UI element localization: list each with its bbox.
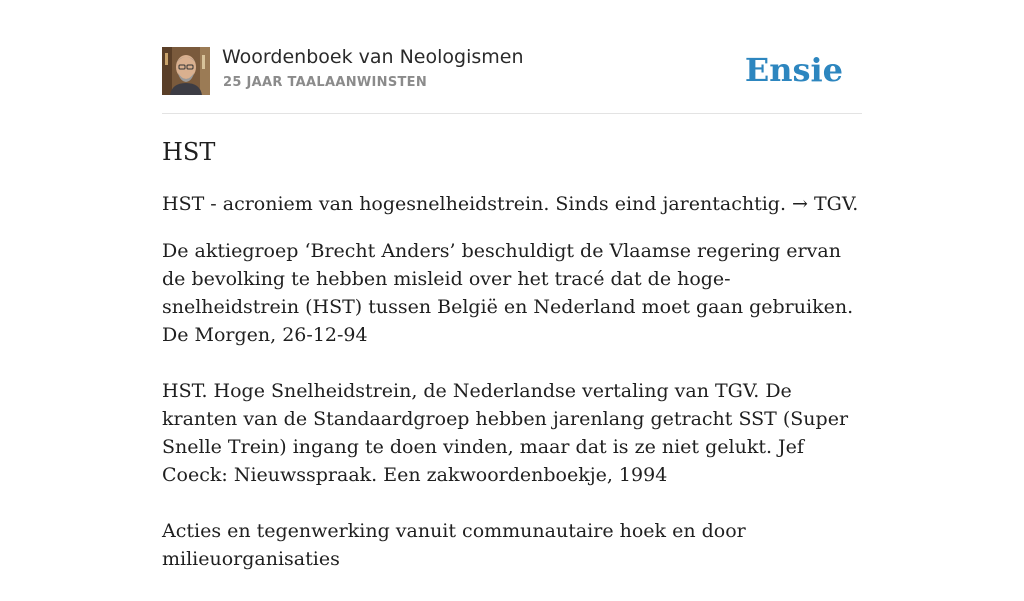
quote-item: Acties en tegenwerking vanuit communautaire hoek en door milieuorganisaties (162, 520, 746, 570)
brand-logo-link[interactable]: Ensie (744, 51, 843, 89)
avatar-image (162, 47, 210, 95)
author-avatar[interactable] (162, 47, 210, 95)
page (162, 0, 862, 570)
site-subtitle: 25 JAAR TAALAANWINSTEN (223, 75, 428, 90)
site-title-link[interactable]: Woordenboek van Neologismen (222, 46, 524, 68)
quote-item: De aktiegroep ‘Brecht Anders’ beschuldigt de Vlaamse regering ervan de bevolking te hebben misleid over het tracé dat de hoge-snelheidstrein (HST) tussen België en Nederland moet gaan gebruiken. De Morgen, 26-12-94 (162, 240, 854, 346)
entry-term: HST (162, 138, 216, 166)
entry-quotes (162, 237, 862, 601)
entry-definition: HST - acroniem van hogesnelheidstrein. Sinds eind jarentachtig. → TGV. (162, 193, 859, 215)
site-header (162, 0, 862, 114)
quote-item: HST. Hoge Snelheidstrein, de Nederlandse vertaling van TGV. De kranten van de Standaardgroep hebben jarenlang getracht SST (Super Snelle Trein) ingang te doen vinden, maar dat is ze niet gelukt. Jef Coeck: Nieuwsspraak. Een zakwoordenboekje, 1994 (162, 380, 849, 486)
